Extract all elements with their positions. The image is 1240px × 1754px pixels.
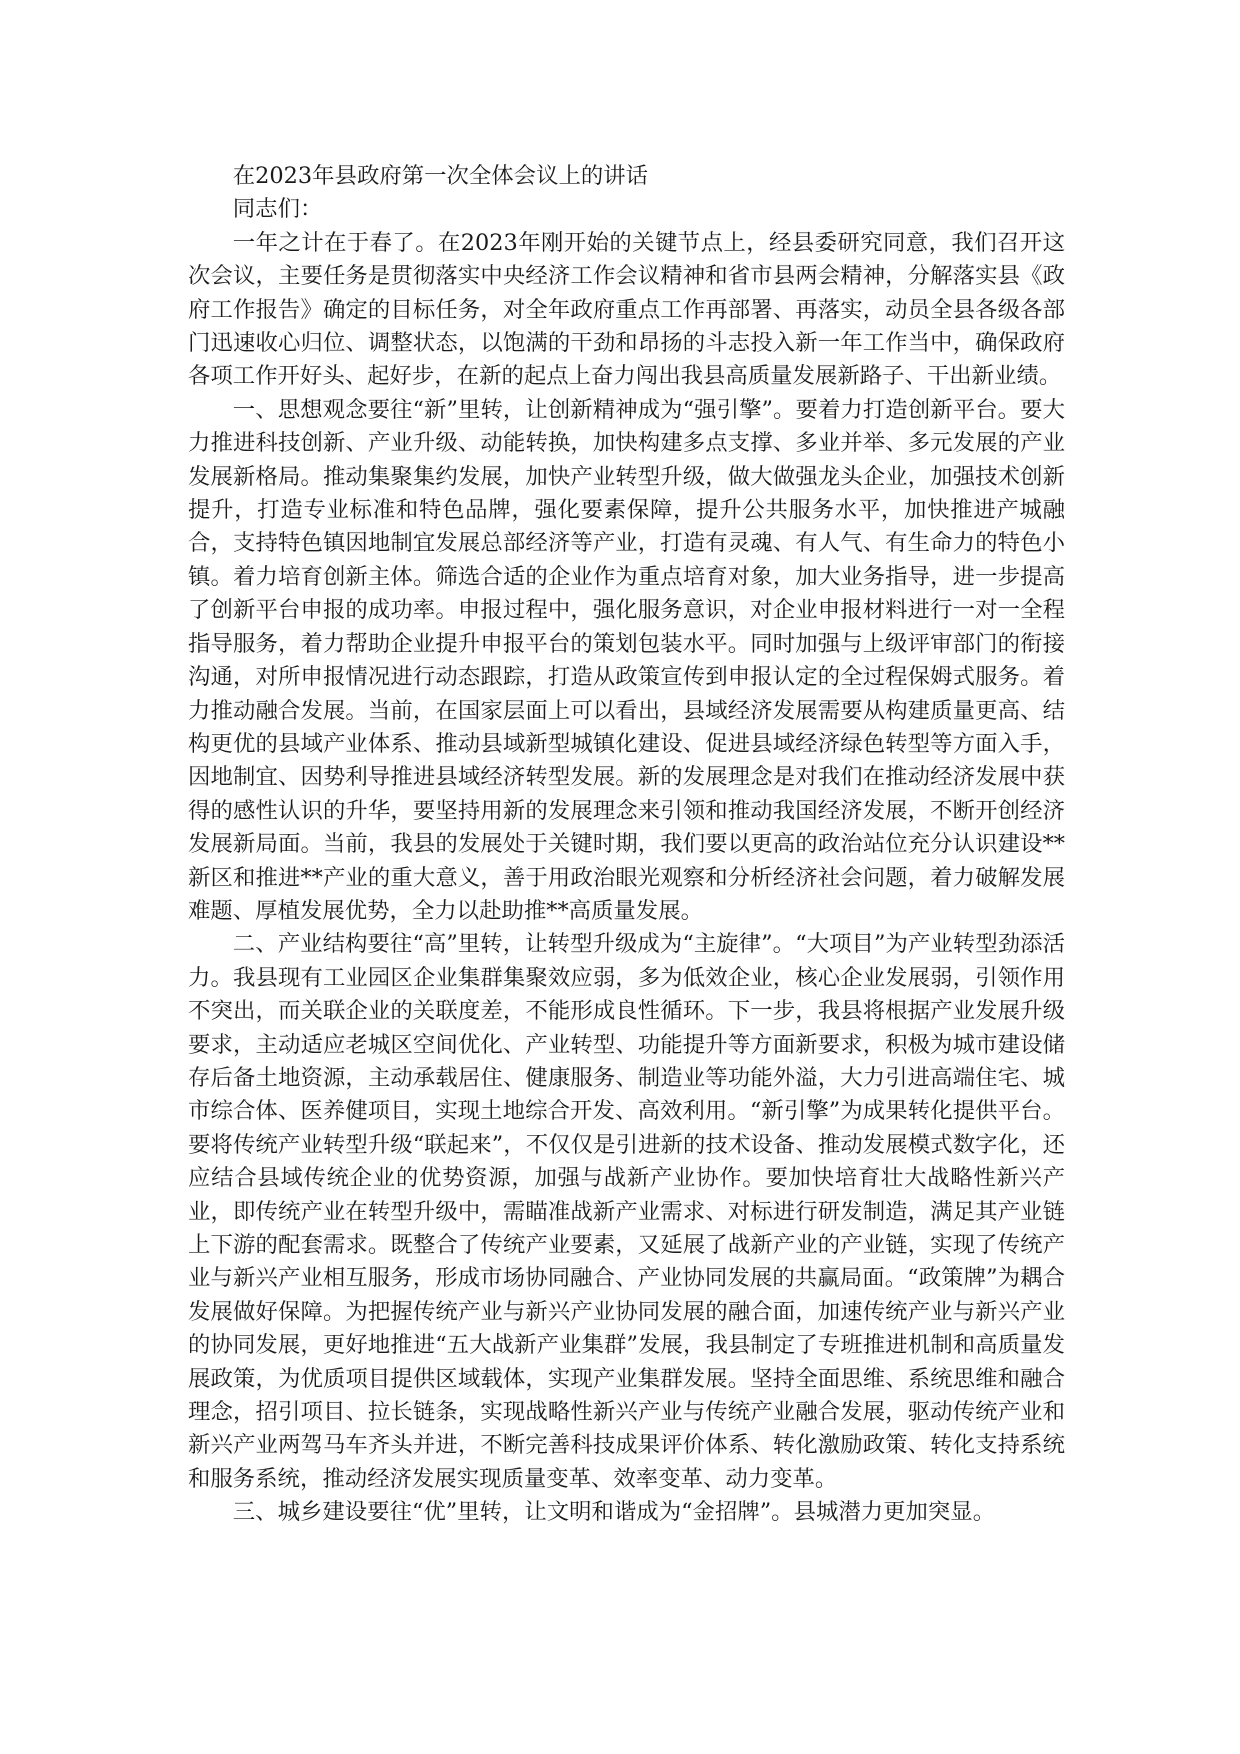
document-page bbox=[188, 160, 1065, 1530]
document-title: 在2023年县政府第一次全体会议上的讲话 bbox=[232, 163, 649, 189]
salutation: 同志们： bbox=[232, 196, 323, 223]
paragraph-intro: 一年之计在于春了。在2023年刚开始的关键节点上，经县委研究同意，我们召开这次会议，主要任务是贯彻落实中央经济工作会议精神和省市县两会精神，分解落实县《政府工作报告》确定的目标任务，对全年政府重点工作再部署、再落实，动员全县各级各部门迅速收心归位、调整状态，以饱满的干劲和昂扬的斗志投入新一年工作当中，确保政府各项工作开好头、起好步，在新的起点上奋力闯出我县高质量发展新路子、干出新业绩。 bbox=[188, 229, 1065, 390]
paragraph-section-1: 一、思想观念要往“新”里转，让创新精神成为“强引擎”。要着力打造创新平台。要大力推进科技创新、产业升级、动能转换，加快构建多点支撑、多业并举、多元发展的产业发展新格局。推动集聚集约发展，加快产业转型升级，做大做强龙头企业，加强技术创新提升，打造专业标准和特色品牌，强化要素保障，提升公共服务水平，加快推进产城融合，支持特色镇因地制宜发展总部经济等产业，打造有灵魂、有人气、有生命力的特色小镇。着力培育创新主体。筛选合适的企业作为重点培育对象，加大业务指导，进一步提高了创新平台申报的成功率。申报过程中，强化服务意识，对企业申报材料进行一对一全程指导服务，着力帮助企业提升申报平台的策划包装水平。同时加强与上级评审部门的衔接沟通，对所申报情况进行动态跟踪，打造从政策宣传到申报认定的全过程保姆式服务。着力推动融合发展。当前，在国家层面上可以看出，县域经济发展需要从构建质量更高、结构更优的县域产业体系、推动县域新型城镇化建设、促进县域经济绿色转型等方面入手，因地制宜、因势利导推进县域经济转型发展。新的发展理念是对我们在推动经济发展中获得的感性认识的升华，要坚持用新的发展理念来引领和推动我国经济发展，不断开创经济发展新局面。当前，我县的发展处于关键时期，我们要以更高的政治站位充分认识建设**新区和推进**产业的重大意义，善于用政治眼光观察和分析经济社会问题，着力破解发展难题、厚植发展优势，全力以赴助推**高质量发展。 bbox=[188, 396, 1065, 924]
paragraph-section-2: 二、产业结构要往“高”里转，让转型升级成为“主旋律”。“大项目”为产业转型劲添活力。我县现有工业园区企业集群集聚效应弱，多为低效企业，核心企业发展弱，引领作用不突出，而关联企业的关联度差，不能形成良性循环。下一步，我县将根据产业发展升级要求，主动适应老城区空间优化、产业转型、功能提升等方面新要求，积极为城市建设储存后备土地资源，主动承载居住、健康服务、制造业等功能外溢，大力引进高端住宅、城市综合体、医养健项目，实现土地综合开发、高效利用。“新引擎”为成果转化提供平台。要将传统产业转型升级“联起来”，不仅仅是引进新的技术设备、推动发展模式数字化，还应结合县域传统企业的优势资源，加强与战新产业协作。要加快培育壮大战略性新兴产业，即传统产业在转型升级中，需瞄准战新产业需求、对标进行研发制造，满足其产业链上下游的配套需求。既整合了传统产业要素，又延展了战新产业的产业链，实现了传统产业与新兴产业相互服务，形成市场协同融合、产业协同发展的共赢局面。“政策牌”为耦合发展做好保障。为把握传统产业与新兴产业协同发展的融合面，加速传统产业与新兴产业的协同发展，更好地推进“五大战新产业集群”发展，我县制定了专班推进机制和高质量发展政策，为优质项目提供区域载体，实现产业集群发展。坚持全面思维、系统思维和融合理念，招引项目、拉长链条，实现战略性新兴产业与传统产业融合发展，驱动传统产业和新兴产业两驾马车齐头并进，不断完善科技成果评价体系、转化激励政策、转化支持系统和服务系统，推动经济发展实现质量变革、效率变革、动力变革。 bbox=[188, 931, 1065, 1492]
paragraph-section-3: 三、城乡建设要往“优”里转，让文明和谐成为“金招牌”。县城潜力更加突显。 bbox=[232, 1499, 996, 1526]
